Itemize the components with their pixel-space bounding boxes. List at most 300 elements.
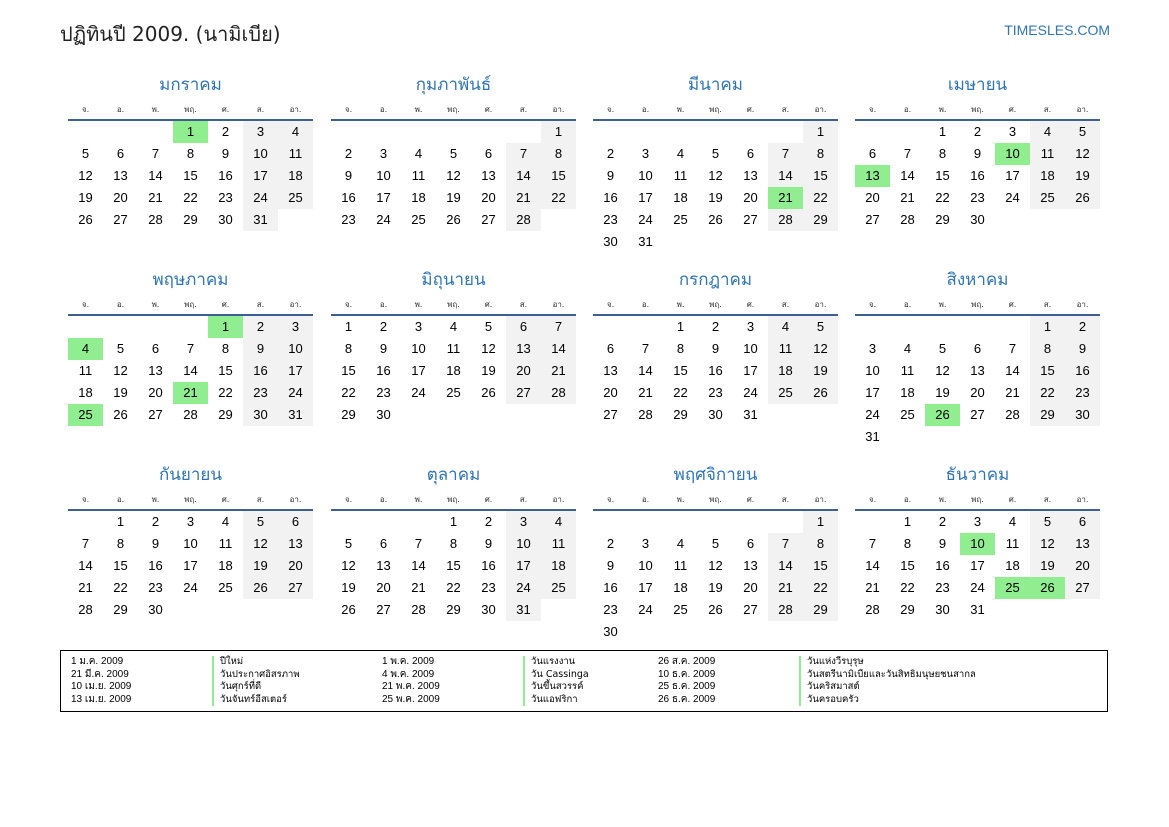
day-cell: 18 <box>1005 558 1020 573</box>
week-row <box>593 599 838 621</box>
day-cell: 17 <box>970 558 985 573</box>
day-cell: 18 <box>1030 165 1065 187</box>
week-row <box>331 338 576 360</box>
day-cell: 4 <box>1008 514 1017 529</box>
week-row <box>855 360 1100 382</box>
weekday-label: ศ. <box>1008 105 1017 114</box>
week-row <box>68 143 313 165</box>
day-cell: 26 <box>446 212 461 227</box>
day-cell: 3 <box>379 146 388 161</box>
day-cell: 9 <box>379 341 388 356</box>
weekday-label: อ. <box>116 300 125 309</box>
day-cell: 13 <box>743 558 758 573</box>
holiday-name: วันแอฟริกา <box>523 694 578 707</box>
day-cell: 5 <box>1065 121 1100 143</box>
week-row <box>855 577 1100 599</box>
day-cell: 15 <box>935 168 950 183</box>
empty-day-cell <box>401 404 436 426</box>
day-cell: 10 <box>506 533 541 555</box>
day-cell: 24 <box>970 580 985 595</box>
day-cell: 19 <box>803 360 838 382</box>
holiday-day-cell: 26 <box>1030 577 1065 599</box>
day-cell: 3 <box>641 146 650 161</box>
day-cell: 26 <box>78 212 93 227</box>
month-name: มิถุนายน <box>421 270 486 290</box>
day-cell: 24 <box>278 382 313 404</box>
day-cell: 20 <box>1065 555 1100 577</box>
week-row <box>855 187 1100 209</box>
day-cell: 18 <box>673 580 688 595</box>
day-cell: 29 <box>900 602 915 617</box>
day-cell: 12 <box>1065 143 1100 165</box>
empty-day-cell <box>68 511 103 533</box>
day-cell: 19 <box>446 190 461 205</box>
day-cell: 20 <box>743 190 758 205</box>
weekday-label: อา. <box>289 300 302 309</box>
day-cell: 24 <box>638 212 653 227</box>
day-cell: 15 <box>183 168 198 183</box>
holiday-day-cell: 1 <box>208 316 243 338</box>
week-row <box>331 143 576 165</box>
week-row <box>855 599 1100 621</box>
day-cell: 20 <box>506 360 541 382</box>
day-cell: 2 <box>344 146 353 161</box>
week-row <box>593 143 838 165</box>
weekday-label: พฤ. <box>184 300 197 309</box>
day-cell: 5 <box>1030 511 1065 533</box>
day-cell: 30 <box>376 407 391 422</box>
day-cell: 17 <box>743 363 758 378</box>
empty-day-cell <box>890 121 925 143</box>
week-row <box>855 143 1100 165</box>
day-cell: 5 <box>711 536 720 551</box>
empty-day-cell <box>278 209 313 231</box>
day-cell: 8 <box>186 146 195 161</box>
week-row <box>593 511 838 533</box>
day-cell: 30 <box>603 234 618 249</box>
weekday-label: พฤ. <box>971 105 984 114</box>
empty-day-cell <box>138 316 173 338</box>
day-cell: 25 <box>446 385 461 400</box>
week-row <box>593 187 838 209</box>
weekday-label: พฤ. <box>971 495 984 504</box>
month-calendar <box>68 462 313 621</box>
day-cell: 27 <box>743 602 758 617</box>
day-cell: 18 <box>278 165 313 187</box>
month-calendar <box>593 72 838 253</box>
weekday-label: ศ. <box>746 300 755 309</box>
day-cell: 1 <box>541 121 576 143</box>
weekday-label: จ. <box>81 300 90 309</box>
day-cell: 11 <box>673 168 688 183</box>
day-cell: 8 <box>1030 338 1065 360</box>
day-cell: 15 <box>803 555 838 577</box>
empty-day-cell <box>506 121 541 143</box>
day-cell: 14 <box>865 558 880 573</box>
day-cell: 29 <box>113 602 128 617</box>
holiday-day-cell: 26 <box>925 404 960 426</box>
day-cell: 18 <box>218 558 233 573</box>
day-cell: 15 <box>113 558 128 573</box>
month-calendar <box>68 72 313 231</box>
day-cell: 1 <box>903 514 912 529</box>
day-cell: 18 <box>768 360 803 382</box>
day-cell: 13 <box>743 168 758 183</box>
weekday-label: อ. <box>903 300 912 309</box>
day-cell: 10 <box>638 558 653 573</box>
day-cell: 26 <box>481 385 496 400</box>
weekday-label: ส. <box>519 300 528 309</box>
empty-day-cell <box>471 404 506 426</box>
day-cell: 23 <box>970 190 985 205</box>
month-calendar <box>68 267 313 426</box>
day-cell: 13 <box>970 363 985 378</box>
day-cell: 31 <box>243 209 278 231</box>
day-cell: 3 <box>1008 124 1017 139</box>
day-cell: 8 <box>938 146 947 161</box>
day-cell: 25 <box>1030 187 1065 209</box>
day-cell: 11 <box>278 143 313 165</box>
day-cell: 8 <box>803 533 838 555</box>
day-cell: 23 <box>341 212 356 227</box>
day-cell: 17 <box>376 190 391 205</box>
weekday-label: พ. <box>151 105 160 114</box>
weekday-label: ศ. <box>746 105 755 114</box>
week-row <box>855 165 1100 187</box>
day-cell: 27 <box>481 212 496 227</box>
day-cell: 5 <box>243 511 278 533</box>
day-cell: 20 <box>481 190 496 205</box>
empty-day-cell <box>855 511 890 533</box>
day-cell: 16 <box>1065 360 1100 382</box>
day-cell: 26 <box>708 212 723 227</box>
day-cell: 30 <box>603 624 618 639</box>
day-cell: 24 <box>638 602 653 617</box>
day-cell: 28 <box>768 209 803 231</box>
empty-day-cell <box>103 316 138 338</box>
day-cell: 10 <box>376 168 391 183</box>
holiday-name: วันสตรีนามิเบียและวันสิทธิมนุษยชนสากล <box>799 669 976 682</box>
day-cell: 31 <box>638 234 653 249</box>
day-cell: 9 <box>221 146 230 161</box>
weekday-label: พฤ. <box>971 300 984 309</box>
weekday-label: จ. <box>606 300 615 309</box>
day-cell: 6 <box>606 341 615 356</box>
weekday-label: พฤ. <box>447 300 460 309</box>
day-cell: 18 <box>900 385 915 400</box>
weekday-label: อา. <box>1076 300 1089 309</box>
empty-day-cell <box>855 316 890 338</box>
day-cell: 21 <box>865 580 880 595</box>
weekday-header <box>855 296 1100 316</box>
day-cell: 12 <box>243 533 278 555</box>
empty-day-cell <box>803 231 838 253</box>
day-cell: 6 <box>506 316 541 338</box>
day-cell: 11 <box>1030 143 1065 165</box>
day-cell: 27 <box>113 212 128 227</box>
week-row <box>593 316 838 338</box>
weekday-label: จ. <box>81 495 90 504</box>
day-cell: 24 <box>743 385 758 400</box>
empty-day-cell <box>593 511 628 533</box>
day-cell: 14 <box>148 168 163 183</box>
empty-day-cell <box>995 599 1030 621</box>
weekday-label: พฤ. <box>447 105 460 114</box>
day-cell: 26 <box>113 407 128 422</box>
day-cell: 22 <box>341 385 356 400</box>
weekday-label: จ. <box>81 105 90 114</box>
day-cell: 28 <box>183 407 198 422</box>
empty-day-cell <box>960 426 995 448</box>
week-row <box>593 231 838 253</box>
week-row <box>855 316 1100 338</box>
week-row <box>331 404 576 426</box>
holiday-name: วันแห่งวีรบุรุษ <box>799 656 864 669</box>
day-cell: 7 <box>81 536 90 551</box>
week-row <box>68 165 313 187</box>
day-cell: 8 <box>541 143 576 165</box>
weekday-label: อ. <box>379 300 388 309</box>
holiday-date: 1 ม.ค. 2009 <box>71 656 124 667</box>
day-cell: 9 <box>606 558 615 573</box>
weekday-header <box>68 101 313 121</box>
day-cell: 9 <box>1065 338 1100 360</box>
day-cell: 27 <box>603 407 618 422</box>
day-cell: 15 <box>446 558 461 573</box>
day-cell: 17 <box>243 165 278 187</box>
day-cell: 19 <box>935 385 950 400</box>
day-cell: 22 <box>446 580 461 595</box>
month-calendar <box>855 462 1100 621</box>
weekday-header <box>68 296 313 316</box>
empty-day-cell <box>278 599 313 621</box>
holiday-date: 21 มี.ค. 2009 <box>71 668 129 680</box>
day-cell: 11 <box>446 341 461 356</box>
day-cell: 12 <box>113 363 128 378</box>
day-cell: 19 <box>481 363 496 378</box>
weekday-label: พ. <box>938 105 947 114</box>
holiday-date: 13 เม.ย. 2009 <box>71 693 132 705</box>
weekday-label: อ. <box>116 105 125 114</box>
day-cell: 2 <box>711 319 720 334</box>
day-cell: 19 <box>78 190 93 205</box>
week-row <box>68 599 313 621</box>
empty-day-cell <box>103 121 138 143</box>
week-row <box>331 209 576 231</box>
empty-day-cell <box>1065 209 1100 231</box>
day-cell: 9 <box>151 536 160 551</box>
day-cell: 3 <box>243 121 278 143</box>
day-cell: 23 <box>376 385 391 400</box>
weekday-label: จ. <box>868 495 877 504</box>
empty-day-cell <box>663 621 698 643</box>
month-name: พฤศจิกายน <box>673 465 758 485</box>
day-cell: 30 <box>935 602 950 617</box>
day-cell: 11 <box>900 363 915 378</box>
week-row <box>331 360 576 382</box>
day-cell: 11 <box>1005 536 1020 551</box>
day-cell: 29 <box>446 602 461 617</box>
holiday-date: 1 พ.ค. 2009 <box>382 656 435 667</box>
empty-day-cell <box>1030 209 1065 231</box>
day-cell: 25 <box>218 580 233 595</box>
day-cell: 31 <box>865 429 880 444</box>
day-cell: 5 <box>116 341 125 356</box>
weekday-label: พฤ. <box>184 495 197 504</box>
weekday-label: จ. <box>868 105 877 114</box>
empty-day-cell <box>768 231 803 253</box>
empty-day-cell <box>698 231 733 253</box>
day-cell: 6 <box>379 536 388 551</box>
day-cell: 1 <box>803 511 838 533</box>
day-cell: 3 <box>868 341 877 356</box>
weekday-label: พฤ. <box>709 495 722 504</box>
day-cell: 15 <box>1030 360 1065 382</box>
weekday-label: พ. <box>414 105 423 114</box>
weekday-label: พ. <box>676 300 685 309</box>
day-cell: 3 <box>186 514 195 529</box>
empty-day-cell <box>628 511 663 533</box>
day-cell: 14 <box>768 165 803 187</box>
weekday-label: อ. <box>379 495 388 504</box>
weekday-label: อา. <box>552 495 565 504</box>
day-cell: 25 <box>541 577 576 599</box>
empty-day-cell <box>243 599 278 621</box>
empty-day-cell <box>995 316 1030 338</box>
holiday-day-cell: 10 <box>960 533 995 555</box>
empty-day-cell <box>890 316 925 338</box>
day-cell: 29 <box>341 407 356 422</box>
empty-day-cell <box>768 404 803 426</box>
day-cell: 13 <box>278 533 313 555</box>
weekday-label: ส. <box>1043 495 1052 504</box>
week-row <box>593 121 838 143</box>
day-cell: 22 <box>900 580 915 595</box>
day-cell: 6 <box>746 536 755 551</box>
day-cell: 24 <box>376 212 391 227</box>
weekday-label: อ. <box>641 495 650 504</box>
day-cell: 8 <box>676 341 685 356</box>
day-cell: 7 <box>151 146 160 161</box>
month-name: กันยายน <box>158 465 222 485</box>
day-cell: 12 <box>935 363 950 378</box>
empty-day-cell <box>1030 426 1065 448</box>
day-cell: 30 <box>708 407 723 422</box>
day-cell: 22 <box>673 385 688 400</box>
day-cell: 11 <box>768 338 803 360</box>
day-cell: 4 <box>676 536 685 551</box>
holiday-name: วันครอบครัว <box>799 694 859 707</box>
empty-day-cell <box>925 316 960 338</box>
week-row <box>593 555 838 577</box>
holiday-date: 25 ธ.ค. 2009 <box>658 681 716 692</box>
brand-link[interactable]: TIMESLES.COM <box>1004 22 1110 38</box>
day-cell: 7 <box>903 146 912 161</box>
day-cell: 29 <box>673 407 688 422</box>
weekday-label: อา. <box>552 105 565 114</box>
holiday-day-cell: 25 <box>995 577 1030 599</box>
day-cell: 13 <box>603 363 618 378</box>
day-cell: 21 <box>78 580 93 595</box>
day-cell: 3 <box>973 514 982 529</box>
holiday-name: วันแรงงาน <box>523 656 575 669</box>
empty-day-cell <box>436 404 471 426</box>
holiday-day-cell: 1 <box>173 121 208 143</box>
day-cell: 20 <box>865 190 880 205</box>
weekday-label: ศ. <box>221 495 230 504</box>
day-cell: 31 <box>970 602 985 617</box>
weekday-label: จ. <box>868 300 877 309</box>
day-cell: 7 <box>186 341 195 356</box>
week-row <box>593 165 838 187</box>
empty-day-cell <box>628 121 663 143</box>
day-cell: 26 <box>243 577 278 599</box>
day-cell: 25 <box>673 212 688 227</box>
day-cell: 25 <box>768 382 803 404</box>
day-cell: 16 <box>603 580 618 595</box>
day-cell: 6 <box>868 146 877 161</box>
weekday-label: ศ. <box>1008 300 1017 309</box>
weekday-label: อ. <box>379 105 388 114</box>
holiday-day-cell: 21 <box>768 187 803 209</box>
weekday-label: อ. <box>641 105 650 114</box>
day-cell: 26 <box>708 602 723 617</box>
weekday-header <box>331 101 576 121</box>
month-name: กรกฎาคม <box>678 270 753 290</box>
weekday-label: อ. <box>903 105 912 114</box>
day-cell: 10 <box>183 536 198 551</box>
day-cell: 8 <box>903 536 912 551</box>
day-cell: 2 <box>243 316 278 338</box>
day-cell: 2 <box>484 514 493 529</box>
empty-day-cell <box>541 209 576 231</box>
day-cell: 27 <box>970 407 985 422</box>
day-cell: 17 <box>506 555 541 577</box>
day-cell: 5 <box>938 341 947 356</box>
holiday-name: วันจันทร์อีสเตอร์ <box>212 694 287 707</box>
day-cell: 28 <box>900 212 915 227</box>
day-cell: 16 <box>481 558 496 573</box>
weekday-label: พฤ. <box>184 105 197 114</box>
empty-day-cell <box>960 316 995 338</box>
day-cell: 12 <box>1030 533 1065 555</box>
day-cell: 5 <box>711 146 720 161</box>
weekday-label: ส. <box>256 495 265 504</box>
day-cell: 24 <box>506 577 541 599</box>
day-cell: 27 <box>865 212 880 227</box>
day-cell: 28 <box>1005 407 1020 422</box>
day-cell: 14 <box>183 363 198 378</box>
week-row <box>855 338 1100 360</box>
day-cell: 17 <box>183 558 198 573</box>
day-cell: 16 <box>376 363 391 378</box>
day-cell: 15 <box>218 363 233 378</box>
day-cell: 2 <box>221 124 230 139</box>
month-name: สิงหาคม <box>946 270 1009 290</box>
day-cell: 19 <box>243 555 278 577</box>
empty-day-cell <box>68 121 103 143</box>
month-name: เมษายน <box>947 75 1008 95</box>
day-cell: 5 <box>81 146 90 161</box>
weekday-label: พ. <box>414 495 423 504</box>
day-cell: 10 <box>278 338 313 360</box>
day-cell: 28 <box>768 599 803 621</box>
day-cell: 2 <box>606 536 615 551</box>
day-cell: 1 <box>803 121 838 143</box>
holiday-day-cell: 10 <box>995 143 1030 165</box>
holiday-date: 25 พ.ค. 2009 <box>382 693 440 705</box>
empty-day-cell <box>1030 599 1065 621</box>
